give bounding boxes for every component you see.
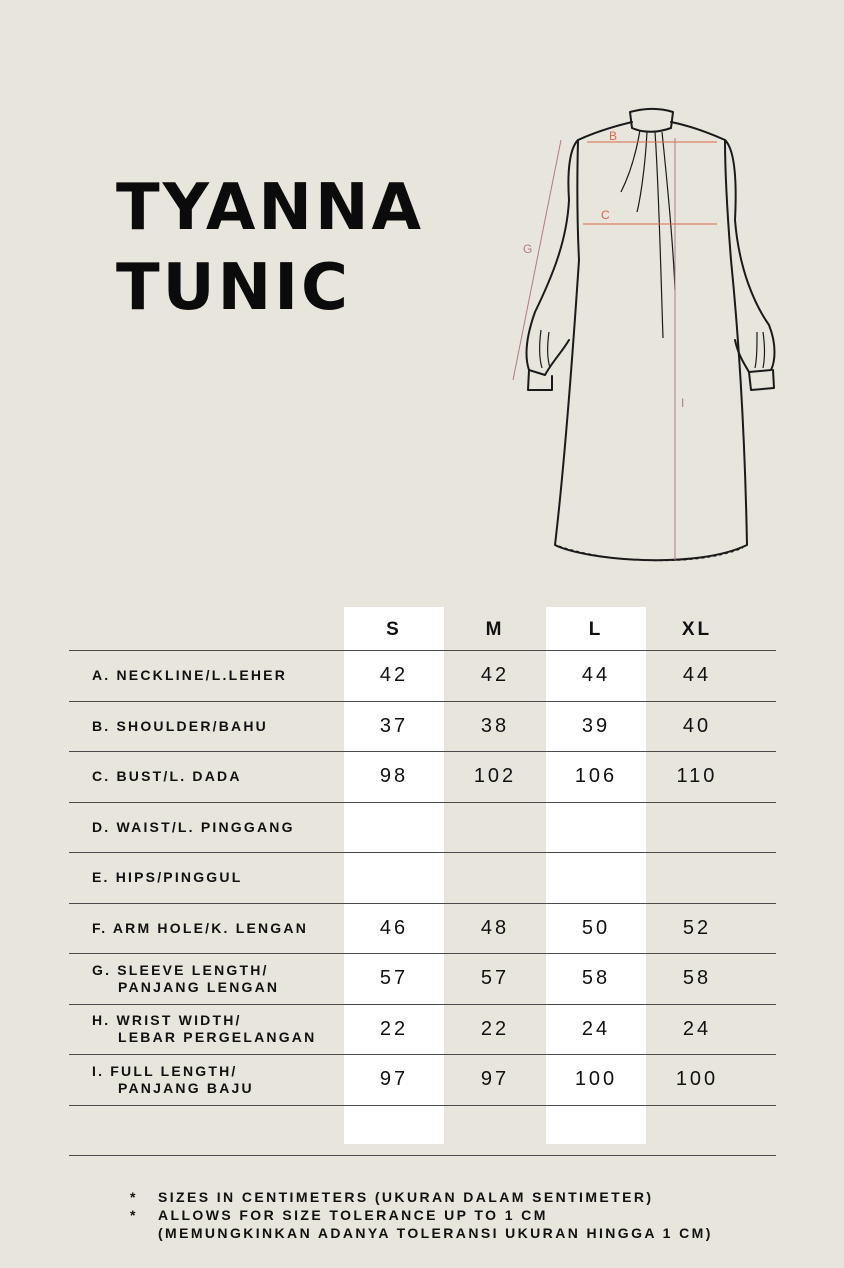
table-cell: 97 (480, 1068, 510, 1090)
table-cell: 97 (379, 1068, 409, 1090)
table-cell: 39 (581, 714, 611, 737)
size-header-xl: XL (681, 619, 713, 640)
note-item (130, 1224, 713, 1242)
table-cell: 22 (480, 1017, 510, 1040)
note-text: SIZES IN CENTIMETERS (UKURAN DALAM SENTIMETER) (158, 1189, 654, 1205)
size-chart-table (69, 607, 776, 1156)
tunic-illustration (495, 100, 785, 575)
size-notes (130, 1188, 713, 1242)
table-cell: 24 (682, 1017, 712, 1040)
left-sleeve-outline (527, 140, 578, 375)
table-cell: 100 (574, 1068, 618, 1090)
note-item (130, 1188, 713, 1206)
table-cell: 46 (379, 916, 409, 939)
table-row (69, 1004, 776, 1055)
table-row (69, 903, 776, 954)
table-row (69, 802, 776, 853)
note-item (130, 1206, 713, 1224)
size-header-s: S (386, 619, 402, 640)
table-cell: 48 (480, 916, 510, 939)
table-row-empty (69, 1105, 776, 1157)
note-bullet: * (130, 1189, 138, 1205)
note-bullet: * (130, 1207, 138, 1223)
collar-outline (630, 109, 673, 132)
row-label: D. WAIST/L. PINGGANG (92, 818, 295, 835)
row-label: B. SHOULDER/BAHU (92, 717, 268, 734)
measure-b-label: B (609, 129, 618, 143)
row-label: G. SLEEVE LENGTH/ PANJANG LENGAN (92, 961, 280, 995)
row-label: F. ARM HOLE/K. LENGAN (92, 919, 309, 936)
size-header-l: L (588, 619, 604, 640)
table-cell: 24 (581, 1017, 611, 1040)
row-label: C. BUST/L. DADA (92, 768, 242, 784)
table-row (69, 953, 776, 1004)
table-cell: 58 (581, 967, 611, 989)
table-cell: 42 (480, 664, 510, 686)
note-text: ALLOWS FOR SIZE TOLERANCE UP TO 1 CM (158, 1207, 548, 1223)
table-cell: 110 (676, 765, 718, 787)
table-cell: 52 (682, 916, 712, 939)
table-cell: 42 (379, 664, 409, 686)
size-header-row (69, 607, 776, 650)
body-outline (555, 122, 747, 560)
table-cell: 57 (480, 967, 510, 989)
product-title (116, 168, 424, 328)
measure-g-label: G (523, 242, 533, 256)
measure-i-label: I (681, 396, 685, 410)
row-label: H. WRIST WIDTH/ LEBAR PERGELANGAN (92, 1012, 317, 1045)
table-cell: 98 (379, 765, 409, 787)
measure-g-line (513, 140, 561, 380)
table-cell: 57 (379, 967, 409, 989)
table-row (69, 650, 776, 701)
table-cell: 44 (682, 664, 712, 686)
measure-c-label: C (601, 208, 610, 222)
title-line-1: TYANNA (116, 171, 425, 245)
row-label: A. NECKLINE/L.LEHER (92, 667, 288, 683)
title-line-2: TUNIC (116, 251, 351, 325)
right-sleeve-outline (725, 140, 775, 372)
note-subtext: (MEMUNGKINKAN ADANYA TOLERANSI UKURAN HINGGA 1 CM) (158, 1225, 713, 1241)
table-cell: 38 (480, 714, 510, 737)
table-row (69, 1054, 776, 1105)
table-cell: 100 (675, 1068, 719, 1090)
table-cell: 40 (682, 714, 712, 737)
table-cell: 58 (682, 967, 712, 989)
table-row (69, 701, 776, 752)
table-row (69, 852, 776, 903)
row-label: E. HIPS/PINGGUL (92, 869, 243, 885)
size-header-m: M (485, 619, 505, 640)
row-label: I. FULL LENGTH/ PANJANG BAJU (92, 1062, 254, 1096)
table-cell: 50 (581, 916, 611, 939)
table-cell: 37 (379, 714, 409, 737)
table-cell: 22 (379, 1017, 409, 1040)
table-cell: 102 (473, 765, 517, 787)
table-cell: 44 (581, 664, 611, 686)
table-row (69, 751, 776, 802)
table-cell: 106 (574, 765, 618, 787)
